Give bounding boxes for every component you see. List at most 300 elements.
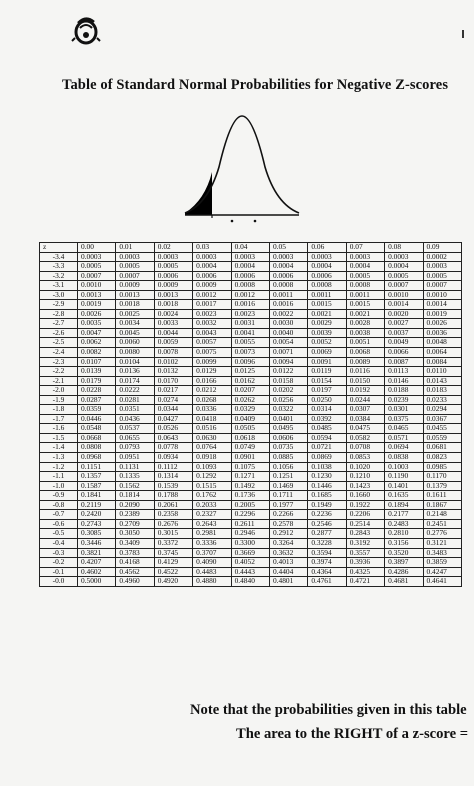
probability-cell: 0.0013 <box>154 290 192 300</box>
probability-cell: 0.0102 <box>154 357 192 367</box>
table-row <box>40 453 462 463</box>
probability-cell: 0.0026 <box>423 319 461 329</box>
z-value-cell: -2.5 <box>40 338 78 348</box>
probability-cell: 0.1075 <box>231 462 269 472</box>
probability-cell: 0.0055 <box>231 338 269 348</box>
probability-cell: 0.2033 <box>193 500 231 510</box>
probability-cell: 0.0823 <box>423 453 461 463</box>
probability-cell: 0.3897 <box>385 558 423 568</box>
table-row <box>40 577 462 587</box>
probability-cell: 0.0132 <box>154 367 192 377</box>
probability-cell: 0.2810 <box>385 529 423 539</box>
probability-cell: 0.0113 <box>385 367 423 377</box>
probability-cell: 0.0011 <box>346 290 384 300</box>
probability-cell: 0.0694 <box>385 443 423 453</box>
probability-cell: 0.0016 <box>231 300 269 310</box>
probability-cell: 0.0018 <box>116 300 154 310</box>
z-value-cell: -0.1 <box>40 567 78 577</box>
z-value-cell: -0.5 <box>40 529 78 539</box>
probability-cell: 0.0004 <box>308 262 346 272</box>
column-header: 0.06 <box>308 243 346 253</box>
probability-cell: 0.0030 <box>269 319 307 329</box>
probability-cell: 0.0020 <box>385 309 423 319</box>
probability-cell: 0.0708 <box>346 443 384 453</box>
probability-cell: 0.1711 <box>269 491 307 501</box>
z-value-cell: -2.7 <box>40 319 78 329</box>
probability-cell: 0.0505 <box>231 424 269 434</box>
probability-cell: 0.3859 <box>423 558 461 568</box>
probability-cell: 0.0054 <box>269 338 307 348</box>
probability-cell: 0.0028 <box>346 319 384 329</box>
z-score-table <box>39 242 462 587</box>
z-value-cell: -1.1 <box>40 472 78 482</box>
probability-cell: 0.0006 <box>193 271 231 281</box>
probability-cell: 0.0170 <box>154 376 192 386</box>
probability-cell: 0.1587 <box>78 481 116 491</box>
probability-cell: 0.1539 <box>154 481 192 491</box>
table-row <box>40 395 462 405</box>
probability-cell: 0.0066 <box>385 348 423 358</box>
probability-cell: 0.0033 <box>154 319 192 329</box>
probability-cell: 0.1093 <box>193 462 231 472</box>
column-header: 0.04 <box>231 243 269 253</box>
probability-cell: 0.0136 <box>116 367 154 377</box>
probability-cell: 0.4761 <box>308 577 346 587</box>
probability-cell: 0.0019 <box>78 300 116 310</box>
probability-cell: 0.1357 <box>78 472 116 482</box>
note-line-1: Note that the probabilities given in this table <box>190 702 467 718</box>
table-row <box>40 386 462 396</box>
probability-cell: 0.0013 <box>116 290 154 300</box>
probability-cell: 0.0003 <box>78 252 116 262</box>
probability-cell: 0.0322 <box>269 405 307 415</box>
probability-cell: 0.0125 <box>231 367 269 377</box>
probability-cell: 0.0051 <box>346 338 384 348</box>
probability-cell: 0.2389 <box>116 510 154 520</box>
probability-cell: 0.0014 <box>423 300 461 310</box>
probability-cell: 0.1515 <box>193 481 231 491</box>
probability-cell: 0.0004 <box>269 262 307 272</box>
probability-cell: 0.4960 <box>116 577 154 587</box>
probability-cell: 0.1210 <box>346 472 384 482</box>
probability-cell: 0.0015 <box>346 300 384 310</box>
probability-cell: 0.0006 <box>308 271 346 281</box>
table-row <box>40 348 462 358</box>
probability-cell: 0.0985 <box>423 462 461 472</box>
probability-cell: 0.3783 <box>116 548 154 558</box>
probability-cell: 0.1292 <box>193 472 231 482</box>
probability-cell: 0.0005 <box>78 262 116 272</box>
probability-cell: 0.0008 <box>346 281 384 291</box>
z-value-cell: -3.4 <box>40 252 78 262</box>
probability-cell: 0.0735 <box>269 443 307 453</box>
table-row <box>40 281 462 291</box>
probability-cell: 0.2877 <box>308 529 346 539</box>
probability-cell: 0.0069 <box>308 348 346 358</box>
probability-cell: 0.0436 <box>116 414 154 424</box>
table-body <box>40 252 462 586</box>
probability-cell: 0.0007 <box>385 281 423 291</box>
probability-cell: 0.4286 <box>385 567 423 577</box>
probability-cell: 0.0212 <box>193 386 231 396</box>
probability-cell: 0.2676 <box>154 519 192 529</box>
note-line-2: The area to the RIGHT of a z-score = <box>236 726 469 742</box>
probability-cell: 0.0256 <box>269 395 307 405</box>
probability-cell: 0.0023 <box>231 309 269 319</box>
probability-cell: 0.1492 <box>231 481 269 491</box>
probability-cell: 0.1894 <box>385 500 423 510</box>
probability-cell: 0.0006 <box>231 271 269 281</box>
probability-cell: 0.1379 <box>423 481 461 491</box>
probability-cell: 0.2843 <box>346 529 384 539</box>
probability-cell: 0.0526 <box>154 424 192 434</box>
column-header: 0.03 <box>193 243 231 253</box>
z-value-cell: -2.9 <box>40 300 78 310</box>
probability-cell: 0.0475 <box>346 424 384 434</box>
probability-cell: 0.0110 <box>423 367 461 377</box>
z-value-cell: -1.8 <box>40 405 78 415</box>
probability-cell: 0.0162 <box>231 376 269 386</box>
probability-cell: 0.0154 <box>308 376 346 386</box>
probability-cell: 0.0401 <box>269 414 307 424</box>
probability-cell: 0.0005 <box>154 262 192 272</box>
probability-cell: 0.0179 <box>78 376 116 386</box>
column-header: 0.02 <box>154 243 192 253</box>
probability-cell: 0.2236 <box>308 510 346 520</box>
probability-cell: 0.0409 <box>231 414 269 424</box>
probability-cell: 0.2514 <box>346 519 384 529</box>
logo-icon <box>66 14 106 48</box>
probability-cell: 0.0037 <box>385 328 423 338</box>
probability-cell: 0.3669 <box>231 548 269 558</box>
table-row <box>40 262 462 272</box>
table-row <box>40 376 462 386</box>
probability-cell: 0.1401 <box>385 481 423 491</box>
probability-cell: 0.2743 <box>78 519 116 529</box>
column-header: 0.07 <box>346 243 384 253</box>
probability-cell: 0.0087 <box>385 357 423 367</box>
probability-cell: 0.3557 <box>346 548 384 558</box>
table-row <box>40 309 462 319</box>
probability-cell: 0.1020 <box>346 462 384 472</box>
probability-cell: 0.0031 <box>231 319 269 329</box>
table-row <box>40 462 462 472</box>
probability-cell: 0.4207 <box>78 558 116 568</box>
probability-cell: 0.4052 <box>231 558 269 568</box>
table-row <box>40 319 462 329</box>
probability-cell: 0.3121 <box>423 538 461 548</box>
probability-cell: 0.0384 <box>346 414 384 424</box>
probability-cell: 0.0071 <box>269 348 307 358</box>
edge-mark <box>462 30 470 38</box>
z-value-cell: -2.3 <box>40 357 78 367</box>
probability-cell: 0.0040 <box>269 328 307 338</box>
probability-cell: 0.0793 <box>116 443 154 453</box>
probability-cell: 0.1611 <box>423 491 461 501</box>
probability-cell: 0.0107 <box>78 357 116 367</box>
probability-cell: 0.0166 <box>193 376 231 386</box>
probability-cell: 0.3707 <box>193 548 231 558</box>
probability-cell: 0.0294 <box>423 405 461 415</box>
z-value-cell: -1.7 <box>40 414 78 424</box>
probability-cell: 0.1131 <box>116 462 154 472</box>
probability-cell: 0.0116 <box>346 367 384 377</box>
probability-cell: 0.0721 <box>308 443 346 453</box>
probability-cell: 0.2611 <box>231 519 269 529</box>
probability-cell: 0.4602 <box>78 567 116 577</box>
probability-cell: 0.0548 <box>78 424 116 434</box>
normal-curve-diagram <box>183 112 301 224</box>
probability-cell: 0.0233 <box>423 395 461 405</box>
probability-cell: 0.0043 <box>193 328 231 338</box>
probability-cell: 0.0047 <box>78 328 116 338</box>
probability-cell: 0.0446 <box>78 414 116 424</box>
table-row <box>40 424 462 434</box>
z-value-cell: -0.7 <box>40 510 78 520</box>
probability-cell: 0.0021 <box>346 309 384 319</box>
probability-cell: 0.0183 <box>423 386 461 396</box>
probability-cell: 0.0150 <box>346 376 384 386</box>
probability-cell: 0.4013 <box>269 558 307 568</box>
probability-cell: 0.2946 <box>231 529 269 539</box>
probability-cell: 0.2776 <box>423 529 461 539</box>
probability-cell: 0.2090 <box>116 500 154 510</box>
probability-cell: 0.1335 <box>116 472 154 482</box>
table-row <box>40 357 462 367</box>
probability-cell: 0.0392 <box>308 414 346 424</box>
probability-cell: 0.1660 <box>346 491 384 501</box>
probability-cell: 0.0681 <box>423 443 461 453</box>
table-row <box>40 443 462 453</box>
z-value-cell: -2.8 <box>40 309 78 319</box>
probability-cell: 0.0250 <box>308 395 346 405</box>
probability-cell: 0.0009 <box>193 281 231 291</box>
probability-cell: 0.0026 <box>78 309 116 319</box>
probability-cell: 0.3974 <box>308 558 346 568</box>
probability-cell: 0.0281 <box>116 395 154 405</box>
probability-cell: 0.0146 <box>385 376 423 386</box>
table-row <box>40 433 462 443</box>
probability-cell: 0.1814 <box>116 491 154 501</box>
table-row <box>40 548 462 558</box>
probability-cell: 0.0129 <box>193 367 231 377</box>
probability-cell: 0.0082 <box>78 348 116 358</box>
probability-cell: 0.0060 <box>116 338 154 348</box>
probability-cell: 0.2643 <box>193 519 231 529</box>
probability-cell: 0.3015 <box>154 529 192 539</box>
column-header: 0.00 <box>78 243 116 253</box>
probability-cell: 0.3520 <box>385 548 423 558</box>
table-row <box>40 367 462 377</box>
probability-cell: 0.0003 <box>231 252 269 262</box>
probability-cell: 0.0778 <box>154 443 192 453</box>
probability-cell: 0.0009 <box>116 281 154 291</box>
probability-cell: 0.1151 <box>78 462 116 472</box>
probability-cell: 0.0838 <box>385 453 423 463</box>
probability-cell: 0.0008 <box>231 281 269 291</box>
probability-cell: 0.3228 <box>308 538 346 548</box>
probability-cell: 0.0089 <box>346 357 384 367</box>
probability-cell: 0.0019 <box>423 309 461 319</box>
probability-cell: 0.0559 <box>423 433 461 443</box>
probability-cell: 0.4247 <box>423 567 461 577</box>
z-value-cell: -2.0 <box>40 386 78 396</box>
probability-cell: 0.0094 <box>269 357 307 367</box>
probability-cell: 0.0003 <box>269 252 307 262</box>
probability-cell: 0.2005 <box>231 500 269 510</box>
probability-cell: 0.1685 <box>308 491 346 501</box>
probability-cell: 0.3156 <box>385 538 423 548</box>
probability-cell: 0.1762 <box>193 491 231 501</box>
probability-cell: 0.4364 <box>308 567 346 577</box>
probability-cell: 0.0073 <box>231 348 269 358</box>
probability-cell: 0.0853 <box>346 453 384 463</box>
column-header: 0.08 <box>385 243 423 253</box>
probability-cell: 0.1562 <box>116 481 154 491</box>
probability-cell: 0.2546 <box>308 519 346 529</box>
probability-cell: 0.0244 <box>346 395 384 405</box>
probability-cell: 0.0036 <box>423 328 461 338</box>
probability-cell: 0.0012 <box>231 290 269 300</box>
probability-cell: 0.0344 <box>154 405 192 415</box>
probability-cell: 0.0005 <box>385 271 423 281</box>
probability-cell: 0.0418 <box>193 414 231 424</box>
table-row <box>40 519 462 529</box>
probability-cell: 0.0012 <box>193 290 231 300</box>
probability-cell: 0.2358 <box>154 510 192 520</box>
probability-cell: 0.0222 <box>116 386 154 396</box>
probability-cell: 0.0630 <box>193 433 231 443</box>
probability-cell: 0.0025 <box>116 309 154 319</box>
z-value-cell: -0.2 <box>40 558 78 568</box>
table-row <box>40 510 462 520</box>
probability-cell: 0.0032 <box>193 319 231 329</box>
z-value-cell: -1.0 <box>40 481 78 491</box>
z-value-cell: -2.4 <box>40 348 78 358</box>
z-value-cell: -2.2 <box>40 367 78 377</box>
probability-cell: 0.1922 <box>346 500 384 510</box>
z-value-cell: -1.5 <box>40 433 78 443</box>
probability-cell: 0.0010 <box>423 290 461 300</box>
z-value-cell: -0.6 <box>40 519 78 529</box>
z-value-cell: -0.9 <box>40 491 78 501</box>
probability-cell: 0.1038 <box>308 462 346 472</box>
probability-cell: 0.2912 <box>269 529 307 539</box>
table-row <box>40 328 462 338</box>
probability-cell: 0.0004 <box>385 262 423 272</box>
page-title: Table of Standard Normal Probabilities for Negative Z-scores <box>62 77 449 93</box>
table-row <box>40 538 462 548</box>
probability-cell: 0.0197 <box>308 386 346 396</box>
probability-cell: 0.1867 <box>423 500 461 510</box>
probability-cell: 0.0011 <box>269 290 307 300</box>
probability-cell: 0.0008 <box>269 281 307 291</box>
probability-cell: 0.0016 <box>269 300 307 310</box>
table-row <box>40 300 462 310</box>
probability-cell: 0.1736 <box>231 491 269 501</box>
column-header: 0.09 <box>423 243 461 253</box>
probability-cell: 0.0516 <box>193 424 231 434</box>
probability-cell: 0.0007 <box>116 271 154 281</box>
probability-cell: 0.0064 <box>423 348 461 358</box>
probability-cell: 0.0301 <box>385 405 423 415</box>
probability-cell: 0.4522 <box>154 567 192 577</box>
probability-cell: 0.0427 <box>154 414 192 424</box>
probability-cell: 0.0188 <box>385 386 423 396</box>
probability-cell: 0.0018 <box>154 300 192 310</box>
probability-cell: 0.0485 <box>308 424 346 434</box>
probability-cell: 0.0869 <box>308 453 346 463</box>
probability-cell: 0.0239 <box>385 395 423 405</box>
probability-cell: 0.0655 <box>116 433 154 443</box>
probability-cell: 0.3936 <box>346 558 384 568</box>
probability-cell: 0.0217 <box>154 386 192 396</box>
probability-cell: 0.3300 <box>231 538 269 548</box>
probability-cell: 0.3409 <box>116 538 154 548</box>
probability-cell: 0.0287 <box>78 395 116 405</box>
column-header: z <box>40 243 78 253</box>
probability-cell: 0.0013 <box>78 290 116 300</box>
probability-cell: 0.1112 <box>154 462 192 472</box>
probability-cell: 0.0011 <box>308 290 346 300</box>
probability-cell: 0.0329 <box>231 405 269 415</box>
probability-cell: 0.0075 <box>193 348 231 358</box>
table-row <box>40 567 462 577</box>
z-value-cell: -2.1 <box>40 376 78 386</box>
z-value-cell: -2.6 <box>40 328 78 338</box>
probability-cell: 0.2177 <box>385 510 423 520</box>
probability-cell: 0.3594 <box>308 548 346 558</box>
table-row <box>40 252 462 262</box>
probability-cell: 0.0537 <box>116 424 154 434</box>
probability-cell: 0.0643 <box>154 433 192 443</box>
probability-cell: 0.0003 <box>346 252 384 262</box>
probability-cell: 0.0007 <box>78 271 116 281</box>
probability-cell: 0.0004 <box>231 262 269 272</box>
probability-cell: 0.1190 <box>385 472 423 482</box>
probability-cell: 0.0367 <box>423 414 461 424</box>
probability-cell: 0.0004 <box>346 262 384 272</box>
probability-cell: 0.0017 <box>193 300 231 310</box>
probability-cell: 0.1271 <box>231 472 269 482</box>
table-row <box>40 481 462 491</box>
table-row <box>40 472 462 482</box>
probability-cell: 0.0007 <box>423 281 461 291</box>
probability-cell: 0.0078 <box>154 348 192 358</box>
probability-cell: 0.2266 <box>269 510 307 520</box>
probability-cell: 0.0749 <box>231 443 269 453</box>
probability-cell: 0.0039 <box>308 328 346 338</box>
probability-cell: 0.2981 <box>193 529 231 539</box>
probability-cell: 0.0052 <box>308 338 346 348</box>
probability-cell: 0.0084 <box>423 357 461 367</box>
probability-cell: 0.0808 <box>78 443 116 453</box>
probability-cell: 0.5000 <box>78 577 116 587</box>
probability-cell: 0.0307 <box>346 405 384 415</box>
table-row <box>40 500 462 510</box>
table-row <box>40 338 462 348</box>
z-value-cell: -1.2 <box>40 462 78 472</box>
probability-cell: 0.3745 <box>154 548 192 558</box>
probability-cell: 0.3446 <box>78 538 116 548</box>
probability-cell: 0.1314 <box>154 472 192 482</box>
probability-cell: 0.2119 <box>78 500 116 510</box>
probability-cell: 0.3264 <box>269 538 307 548</box>
probability-cell: 0.4880 <box>193 577 231 587</box>
probability-cell: 0.1635 <box>385 491 423 501</box>
table-row <box>40 414 462 424</box>
table-row <box>40 529 462 539</box>
